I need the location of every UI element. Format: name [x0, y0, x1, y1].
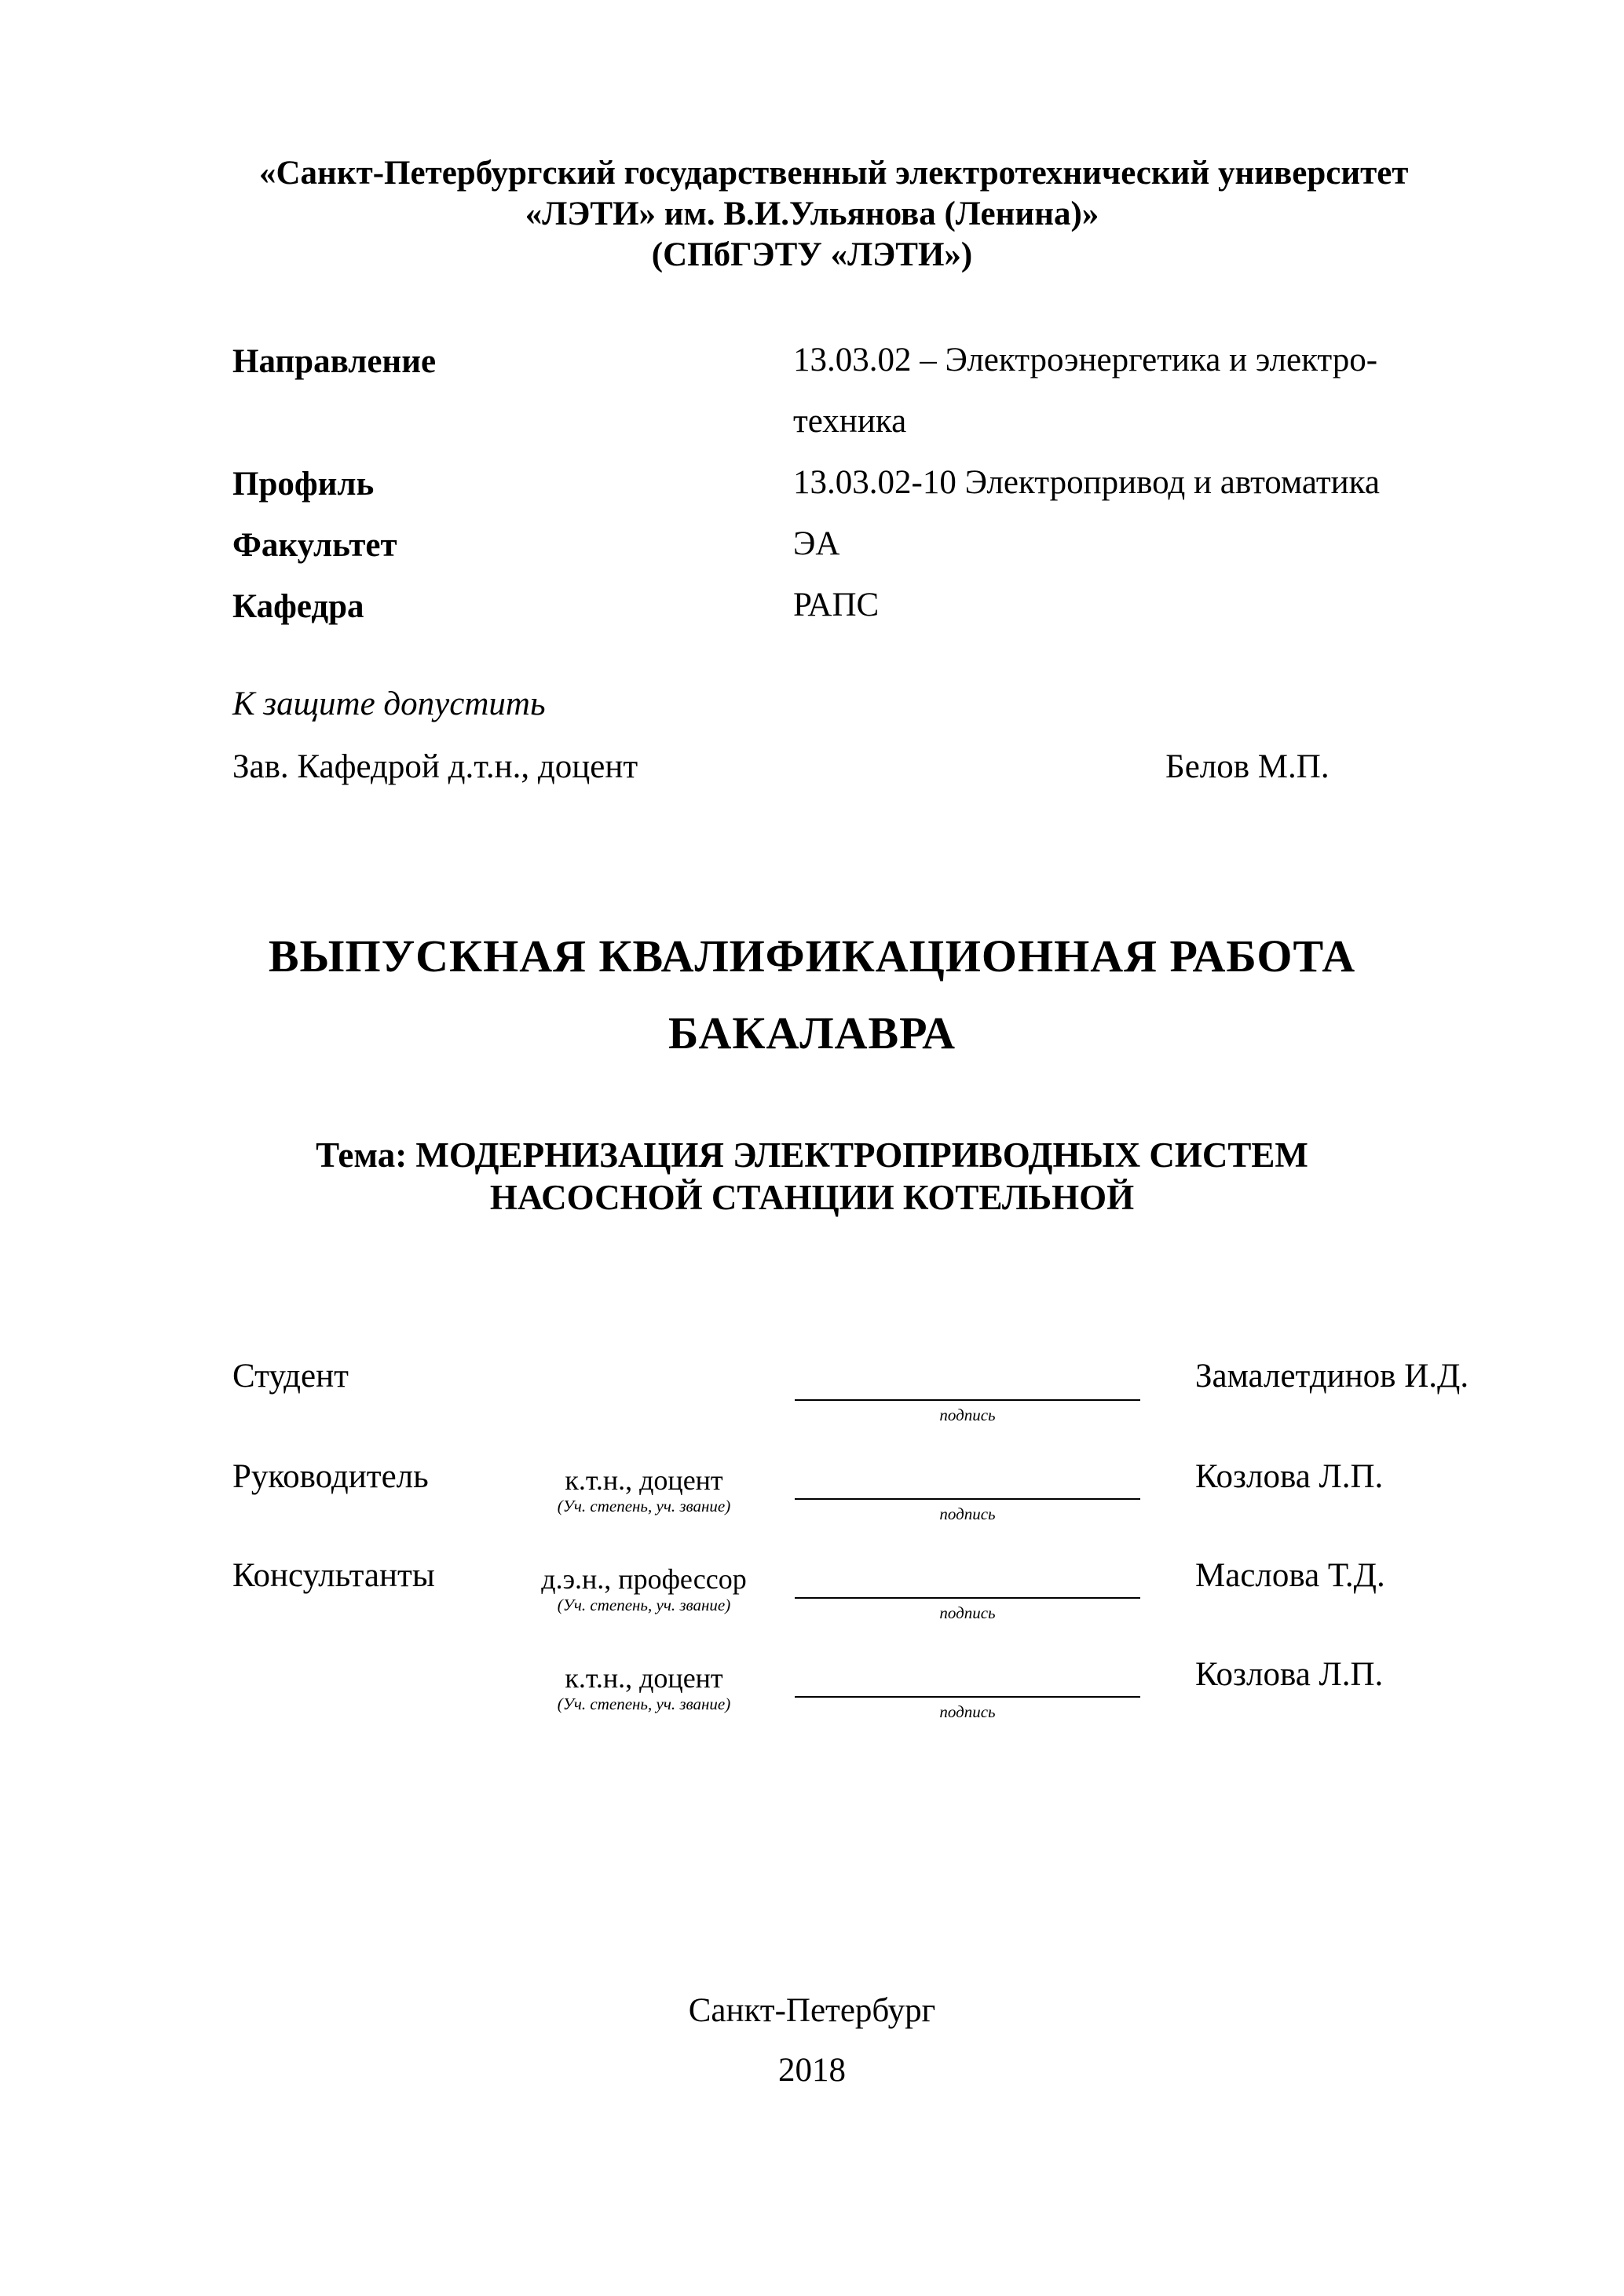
consultants-role: Консультанты [232, 1557, 435, 1594]
supervisor-signature-hint: подпись [939, 1504, 996, 1523]
student-signature-hint: подпись [939, 1406, 996, 1424]
university-abbreviation: (СПбГЭТУ «ЛЭТИ») [651, 236, 973, 273]
supervisor-signature-line [795, 1498, 1140, 1500]
consultant1-name: Маслова Т.Д. [1195, 1557, 1385, 1594]
student-signature-line [795, 1399, 1140, 1401]
work-title-line1: ВЫПУСКНАЯ КВАЛИФИКАЦИОННАЯ РАБОТА [268, 930, 1356, 982]
supervisor-role: Руководитель [232, 1458, 429, 1495]
consultant2-degree-hint: (Уч. степень, уч. звание) [557, 1695, 731, 1713]
footer-year: 2018 [778, 2052, 846, 2089]
university-name-line2: «ЛЭТИ» им. В.И.Ульянова (Ленина)» [525, 196, 1099, 232]
admission-label: К защите допустить [232, 686, 546, 722]
consultant1-degree-hint: (Уч. степень, уч. звание) [557, 1596, 731, 1614]
student-role: Студент [232, 1358, 349, 1395]
direction-value-line2: техника [793, 403, 907, 440]
university-name-line1: «Санкт-Петербургский государственный электротехнический университет [259, 155, 1409, 192]
faculty-label: Факультет [232, 527, 397, 564]
consultant2-name: Козлова Л.П. [1195, 1656, 1384, 1693]
consultant2-degree: к.т.н., доцент [565, 1662, 723, 1694]
consultant1-signature-hint: подпись [939, 1603, 996, 1622]
supervisor-degree: к.т.н., доцент [565, 1464, 723, 1496]
work-title-line2: БАКАЛАВРА [668, 1007, 956, 1058]
direction-value-line1: 13.03.02 – Электроэнергетика и электро- [793, 342, 1378, 378]
work-theme-line2: НАСОСНОЙ СТАНЦИИ КОТЕЛЬНОЙ [489, 1178, 1135, 1217]
consultant2-signature-hint: подпись [939, 1702, 996, 1721]
faculty-value: ЭА [793, 525, 840, 562]
department-label: Кафедра [232, 588, 364, 625]
work-theme-line1: Тема: МОДЕРНИЗАЦИЯ ЭЛЕКТРОПРИВОДНЫХ СИСТЕМ [316, 1135, 1308, 1175]
footer-city: Санкт-Петербург [688, 1992, 936, 2029]
profile-label: Профиль [232, 466, 375, 503]
student-name: Замалетдинов И.Д. [1195, 1358, 1469, 1395]
department-head-title: Зав. Кафедрой д.т.н., доцент [232, 748, 638, 785]
supervisor-name: Козлова Л.П. [1195, 1458, 1384, 1495]
supervisor-degree-hint: (Уч. степень, уч. звание) [557, 1497, 731, 1515]
consultant1-degree: д.э.н., профессор [541, 1563, 747, 1595]
consultant1-signature-line [795, 1597, 1140, 1599]
direction-label: Направление [232, 343, 437, 380]
department-value: РАПС [793, 587, 880, 623]
consultant2-signature-line [795, 1696, 1140, 1698]
department-head-name: Белов М.П. [1165, 748, 1330, 785]
profile-value: 13.03.02-10 Электропривод и автоматика [793, 464, 1380, 501]
